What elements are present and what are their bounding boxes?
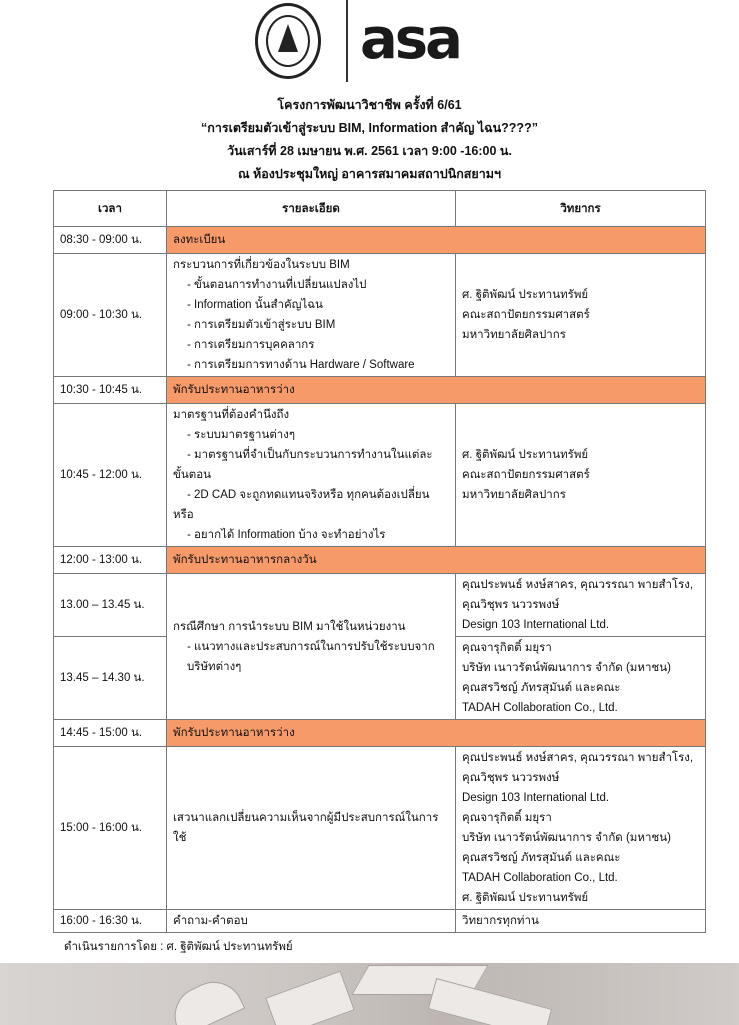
break-cell: พักรับประทานอาหารกลางวัน bbox=[167, 547, 706, 574]
title-line: “การเตรียมตัวเข้าสู่ระบบ BIM, Information สำคัญ ไฉน????” bbox=[201, 121, 538, 135]
cell-line: คุณประพนธ์ หงษ์สาคร, คุณวรรณา พายสำโรง, bbox=[462, 752, 694, 764]
time-cell: 12:00 - 13:00 น. bbox=[54, 547, 167, 574]
document-title bbox=[0, 94, 739, 186]
column-header: วิทยากร bbox=[456, 191, 706, 227]
detail-cell bbox=[167, 404, 456, 547]
table-row bbox=[54, 747, 706, 910]
break-cell: ลงทะเบียน bbox=[167, 227, 706, 254]
time-cell: 08:30 - 09:00 น. bbox=[54, 227, 167, 254]
speaker-cell bbox=[456, 404, 706, 547]
time-cell: 10:30 - 10:45 น. bbox=[54, 377, 167, 404]
divider bbox=[346, 0, 348, 82]
speaker-cell bbox=[456, 574, 706, 637]
time-cell: 15:00 - 16:00 น. bbox=[54, 747, 167, 910]
cell-line: - 2D CAD จะถูกทดแทนจริงหรือ ทุกคนต้องเปลี่ยน bbox=[187, 489, 430, 501]
cell-line: - อยากได้ Information บ้าง จะทำอย่างไร bbox=[187, 529, 386, 541]
cell-line: ขั้นตอน bbox=[173, 469, 211, 481]
break-cell: พักรับประทานอาหารว่าง bbox=[167, 377, 706, 404]
speaker-cell bbox=[456, 254, 706, 377]
cell-line: Design 103 International Ltd. bbox=[462, 792, 610, 804]
cell-line: กระบวนการที่เกี่ยวข้องในระบบ BIM bbox=[173, 259, 350, 271]
cell-line: คณะสถาปัตยกรรมศาสตร์ bbox=[462, 309, 590, 321]
cell-line: - ระบบมาตรฐานต่างๆ bbox=[187, 429, 296, 441]
logo-header bbox=[0, 0, 739, 88]
cell-line: Design 103 International Ltd. bbox=[462, 619, 610, 631]
cell-line: คำถาม-คำตอบ bbox=[173, 915, 248, 927]
cell-line: คณะสถาปัตยกรรมศาสตร์ bbox=[462, 469, 590, 481]
cell-line: คุณจารุกิตติ์ มยุรา bbox=[462, 812, 552, 824]
column-header: เวลา bbox=[54, 191, 167, 227]
time-cell: 09:00 - 10:30 น. bbox=[54, 254, 167, 377]
cell-line: - การเตรียมการทางด้าน Hardware / Software bbox=[187, 359, 415, 371]
break-cell: พักรับประทานอาหารว่าง bbox=[167, 720, 706, 747]
table-row-break bbox=[54, 720, 706, 747]
cell-line: บริษัท เนาวรัตน์พัฒนาการ จำกัด (มหาชน) bbox=[462, 832, 671, 844]
cell-line: - การเตรียมการบุคคลากร bbox=[187, 339, 315, 351]
time-cell: 10:45 - 12:00 น. bbox=[54, 404, 167, 547]
cell-line: ศ. ฐิติพัฒน์ ประทานทรัพย์ bbox=[462, 449, 589, 461]
cell-line: TADAH Collaboration Co., Ltd. bbox=[462, 872, 618, 884]
title-line: โครงการพัฒนาวิชาชีพ ครั้งที่ 6/61 bbox=[277, 98, 462, 112]
cell-line: คุณวิชุพร นววรพงษ์ bbox=[462, 599, 560, 611]
moderator-note: ดำเนินรายการโดย : ศ. ฐิติพัฒน์ ประทานทรัพย์ bbox=[64, 941, 293, 953]
table-row-break bbox=[54, 227, 706, 254]
cell-line: คุณประพนธ์ หงษ์สาคร, คุณวรรณา พายสำโรง, bbox=[462, 579, 694, 591]
table-row-break bbox=[54, 377, 706, 404]
cell-line: มหาวิทยาลัยศิลปากร bbox=[462, 329, 566, 341]
column-header: รายละเอียด bbox=[167, 191, 456, 227]
cell-line: กรณีศึกษา การนำระบบ BIM มาใช้ในหน่วยงาน bbox=[173, 620, 406, 633]
detail-cell bbox=[167, 254, 456, 377]
cell-line: ศ. ฐิติพัฒน์ ประทานทรัพย์ bbox=[462, 289, 589, 301]
cell-line: TADAH Collaboration Co., Ltd. bbox=[462, 702, 618, 714]
time-cell: 16:00 - 16:30 น. bbox=[54, 910, 167, 933]
decorative-photo bbox=[0, 963, 739, 1025]
schedule-table bbox=[53, 190, 706, 933]
title-line: วันเสาร์ที่ 28 เมษายน พ.ศ. 2561 เวลา 9:00 -16:00 น. bbox=[227, 144, 512, 158]
speaker-cell bbox=[456, 910, 706, 933]
cell-line: - Information นั้นสำคัญไฉน bbox=[187, 299, 323, 311]
speaker-cell bbox=[456, 637, 706, 720]
cell-line: - แนวทางและประสบการณ์ในการปรับใช้ระบบจาก bbox=[187, 640, 435, 653]
cell-line: มหาวิทยาลัยศิลปากร bbox=[462, 489, 566, 501]
asa-logo: asa bbox=[360, 7, 460, 72]
cell-line: - มาตรฐานที่จำเป็นกับกระบวนการทำงานในแต่ละ bbox=[187, 449, 433, 461]
cell-line: หรือ bbox=[173, 509, 194, 521]
cell-line: - ขั้นตอนการทำงานที่เปลี่ยนแปลงไป bbox=[187, 279, 367, 291]
detail-cell bbox=[167, 747, 456, 910]
table-row bbox=[54, 404, 706, 547]
title-line: ณ ห้องประชุมใหญ่ อาคารสมาคมสถาปนิกสยามฯ bbox=[237, 167, 502, 181]
time-cell: 13.45 – 14.30 น. bbox=[54, 637, 167, 720]
cell-line: เสวนาแลกเปลี่ยนความเห็นจากผู้มีประสบการณ์ในการใช้ bbox=[173, 812, 439, 844]
cell-line: บริษัทต่างๆ bbox=[187, 660, 242, 673]
cell-line: ศ. ฐิติพัฒน์ ประทานทรัพย์ bbox=[462, 892, 589, 904]
cell-line: คุณวิชุพร นววรพงษ์ bbox=[462, 772, 560, 784]
table-row bbox=[54, 254, 706, 377]
cell-line: คุณสรวิชญ์ ภัทรสุมันต์ และคณะ bbox=[462, 682, 621, 694]
cell-line: วิทยากรทุกท่าน bbox=[462, 915, 539, 927]
table-row bbox=[54, 910, 706, 933]
detail-cell bbox=[167, 910, 456, 933]
asa-seal-logo bbox=[255, 3, 321, 79]
time-cell: 13.00 – 13.45 น. bbox=[54, 574, 167, 637]
cell-line: บริษัท เนาวรัตน์พัฒนาการ จำกัด (มหาชน) bbox=[462, 662, 671, 674]
cell-line: คุณสรวิชญ์ ภัทรสุมันต์ และคณะ bbox=[462, 852, 621, 864]
cell-line: - การเตรียมตัวเข้าสู่ระบบ BIM bbox=[187, 319, 336, 331]
speaker-cell bbox=[456, 747, 706, 910]
cell-line: มาตรฐานที่ต้องคำนึงถึง bbox=[173, 409, 290, 421]
detail-cell bbox=[167, 574, 456, 720]
table-row bbox=[54, 574, 706, 637]
time-cell: 14:45 - 15:00 น. bbox=[54, 720, 167, 747]
table-row-break bbox=[54, 547, 706, 574]
cell-line: คุณจารุกิตติ์ มยุรา bbox=[462, 642, 552, 654]
